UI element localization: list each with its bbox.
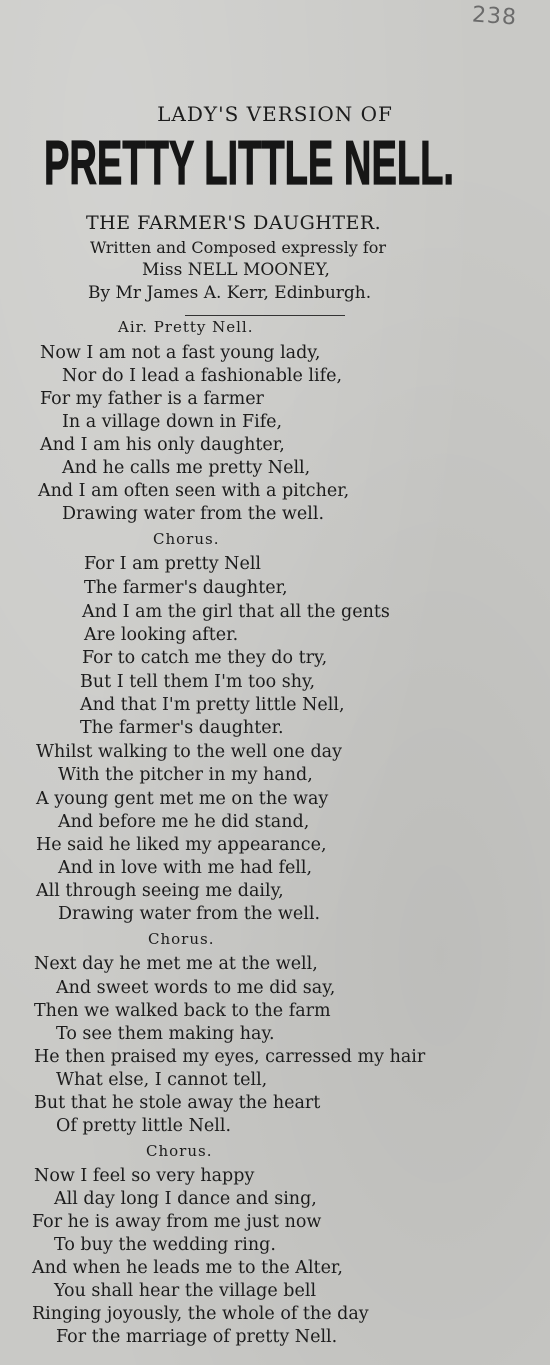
lyric-line: He then praised my eyes, carressed my hair	[34, 1047, 426, 1067]
lyric-line: To see them making hay.	[56, 1024, 275, 1044]
chorus-heading: Chorus.	[153, 530, 220, 548]
lyric-line: The farmer's daughter.	[80, 718, 284, 738]
subtitle: THE FARMER'S DAUGHTER.	[86, 212, 382, 234]
lyric-line: For my father is a farmer	[40, 389, 264, 409]
main-title-graphic	[42, 130, 456, 198]
lyric-line: For I am pretty Nell	[84, 554, 262, 574]
lyric-line: Now I am not a fast young lady,	[40, 343, 321, 363]
lyric-line: And I am his only daughter,	[40, 435, 285, 455]
lyric-line: For he is away from me just now	[32, 1212, 322, 1232]
lyric-line: Whilst walking to the well one day	[36, 742, 342, 762]
main-title-text: PRETTY LITTLE NELL.	[44, 130, 454, 198]
lyric-line: But that he stole away the heart	[34, 1093, 321, 1113]
lyric-line: For to catch me they do try,	[82, 648, 328, 668]
lyric-line: Of pretty little Nell.	[56, 1116, 232, 1136]
lyric-line: He said he liked my appearance,	[36, 835, 327, 855]
chorus-heading: Chorus.	[146, 1142, 213, 1160]
chorus-heading: Chorus.	[148, 930, 215, 948]
lyric-line: And sweet words to me did say,	[56, 978, 336, 998]
title-divider	[185, 315, 345, 316]
lyric-line: And he calls me pretty Nell,	[62, 458, 311, 478]
main-title	[42, 130, 456, 198]
air-label: Air. Pretty Nell.	[118, 318, 254, 336]
lyric-line: For the marriage of pretty Nell.	[56, 1327, 338, 1347]
lyric-line: But I tell them I'm too shy,	[80, 672, 316, 692]
lyric-line: In a village down in Fife,	[62, 412, 283, 432]
lyric-line: And when he leads me to the Alter,	[32, 1258, 343, 1278]
lyric-line: To buy the wedding ring.	[54, 1235, 276, 1255]
lyric-line: And I am often seen with a pitcher,	[38, 481, 350, 501]
lyric-line: Next day he met me at the well,	[34, 954, 318, 974]
lyric-line: Drawing water from the well.	[58, 904, 321, 924]
credit-performer: Miss NELL MOONEY,	[142, 260, 330, 280]
lyric-line: Now I feel so very happy	[34, 1166, 255, 1186]
lyric-line: And I am the girl that all the gents	[82, 602, 390, 622]
lyric-line: With the pitcher in my hand,	[58, 765, 313, 785]
lyric-line: All through seeing me daily,	[36, 881, 284, 901]
lyric-line: Ringing joyously, the whole of the day	[32, 1304, 369, 1324]
lyric-line: And in love with me had fell,	[58, 858, 313, 878]
lyric-line: A young gent met me on the way	[36, 789, 329, 809]
lyric-line: And before me he did stand,	[58, 812, 310, 832]
lyric-line: What else, I cannot tell,	[56, 1070, 268, 1090]
lyric-line: All day long I dance and sing,	[54, 1189, 317, 1209]
credit-author: By Mr James A. Kerr, Edinburgh.	[88, 283, 372, 303]
credit-written-for: Written and Composed expressly for	[90, 238, 387, 257]
overtitle: LADY'S VERSION OF	[157, 102, 393, 126]
lyric-line: And that I'm pretty little Nell,	[80, 695, 345, 715]
lyric-line: Then we walked back to the farm	[34, 1001, 331, 1021]
catalog-number: 238	[471, 2, 518, 31]
lyric-line: Nor do I lead a fashionable life,	[62, 366, 343, 386]
lyric-line: Are looking after.	[84, 625, 239, 645]
lyric-line: You shall hear the village bell	[54, 1281, 317, 1301]
lyric-line: The farmer's daughter,	[84, 578, 288, 598]
lyric-line: Drawing water from the well.	[62, 504, 325, 524]
